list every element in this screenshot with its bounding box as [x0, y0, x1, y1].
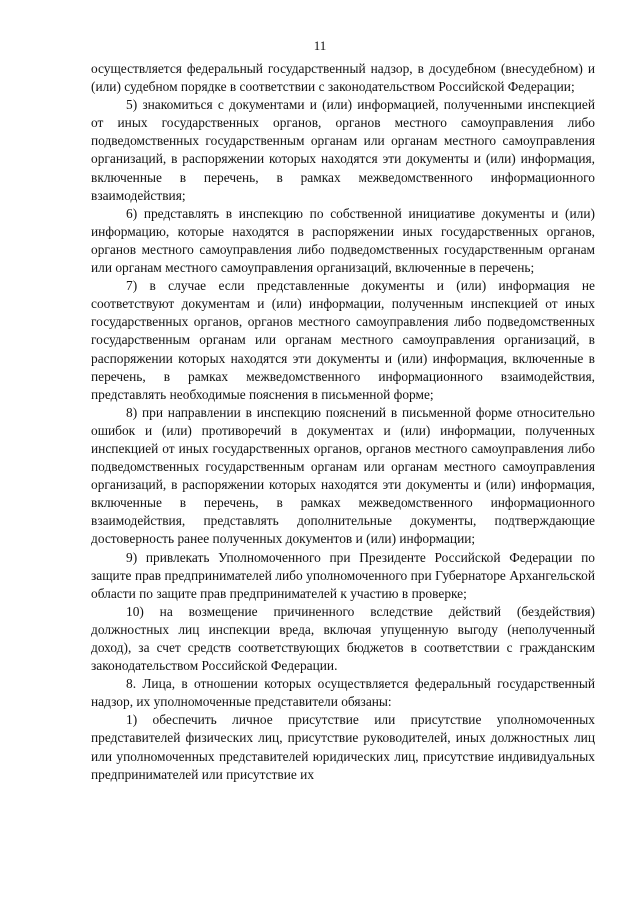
paragraph-item-7: 7) в случае если представленные документы и (или) информация не соответствуют документам и (или) информации, полученным инспекцией от иных государственных органов, органов местного самоуправления либо подведомственных государственным органам или органам местного самоуправления организаций, в распоряжении которых находятся эти документы и (или) информация, включенные в перечень, в рамках межведомственного информационного взаимодействия, представлять необходимые пояснения в письменной форме; [91, 278, 595, 402]
page-number: 11 [313, 38, 327, 53]
paragraph-section-8-item-1: 1) обеспечить личное присутствие или присутствие уполномоченных представителей физических лиц, присутствие руководителей, иных должностных лиц или уполномоченных представителей юридических лиц, присутствие индивидуальных предпринимателей или присутствие их [91, 712, 595, 782]
body-text [91, 60, 595, 784]
paragraph-item-9: 9) привлекать Уполномоченного при Президенте Российской Федерации по защите прав предпринимателей либо уполномоченного при Губернаторе Архангельской области по защите прав предпринимателей к участию в проверке; [91, 549, 595, 601]
paragraph-continuation: осуществляется федеральный государственный надзор, в досудебном (внесудебном) и (или) судебном порядке в соответствии с законодательством Российской Федерации; [91, 61, 595, 95]
paragraph-item-10: 10) на возмещение причиненного вследствие действий (бездействия) должностных лиц инспекции вреда, включая упущенную выгоду (неполученный доход), за счет средств соответствующих бюджетов в соответствии с гражданским законодательством Российской Федерации. [91, 603, 595, 674]
paragraph-section-8: 8. Лица, в отношении которых осуществляется федеральный государственный надзор, их уполномоченные представители обязаны: [91, 676, 595, 710]
paragraph-item-6: 6) представлять в инспекцию по собственной инициативе документы и (или) информацию, которые находятся в распоряжении иных государственных органов, органов местного самоуправления либо подведомственных государственным органам или органам местного самоуправления организаций, включенные в перечень; [91, 205, 595, 276]
paragraph-item-8: 8) при направлении в инспекцию пояснений в письменной форме относительно ошибок и (или) противоречий в документах и (или) информации, полученных инспекцией от иных государственных органов, органов местного самоуправления либо подведомственных государственным органам или органам местного самоуправления организаций, в распоряжении которых находятся эти документы и (или) информация, включенные в перечень, в рамках межведомственного информационного взаимодействия, представлять дополнительные документы, подтверждающие достоверность ранее полученных документов и (или) информации; [91, 404, 595, 547]
paragraph-item-5: 5) знакомиться с документами и (или) информацией, полученными инспекцией от иных государственных органов, органов местного самоуправления либо подведомственных государственным органам или органам местного самоуправления организаций, в распоряжении которых находятся эти документы и (или) информация, включенные в перечень, в рамках межведомственного информационного взаимодействия; [91, 97, 595, 203]
